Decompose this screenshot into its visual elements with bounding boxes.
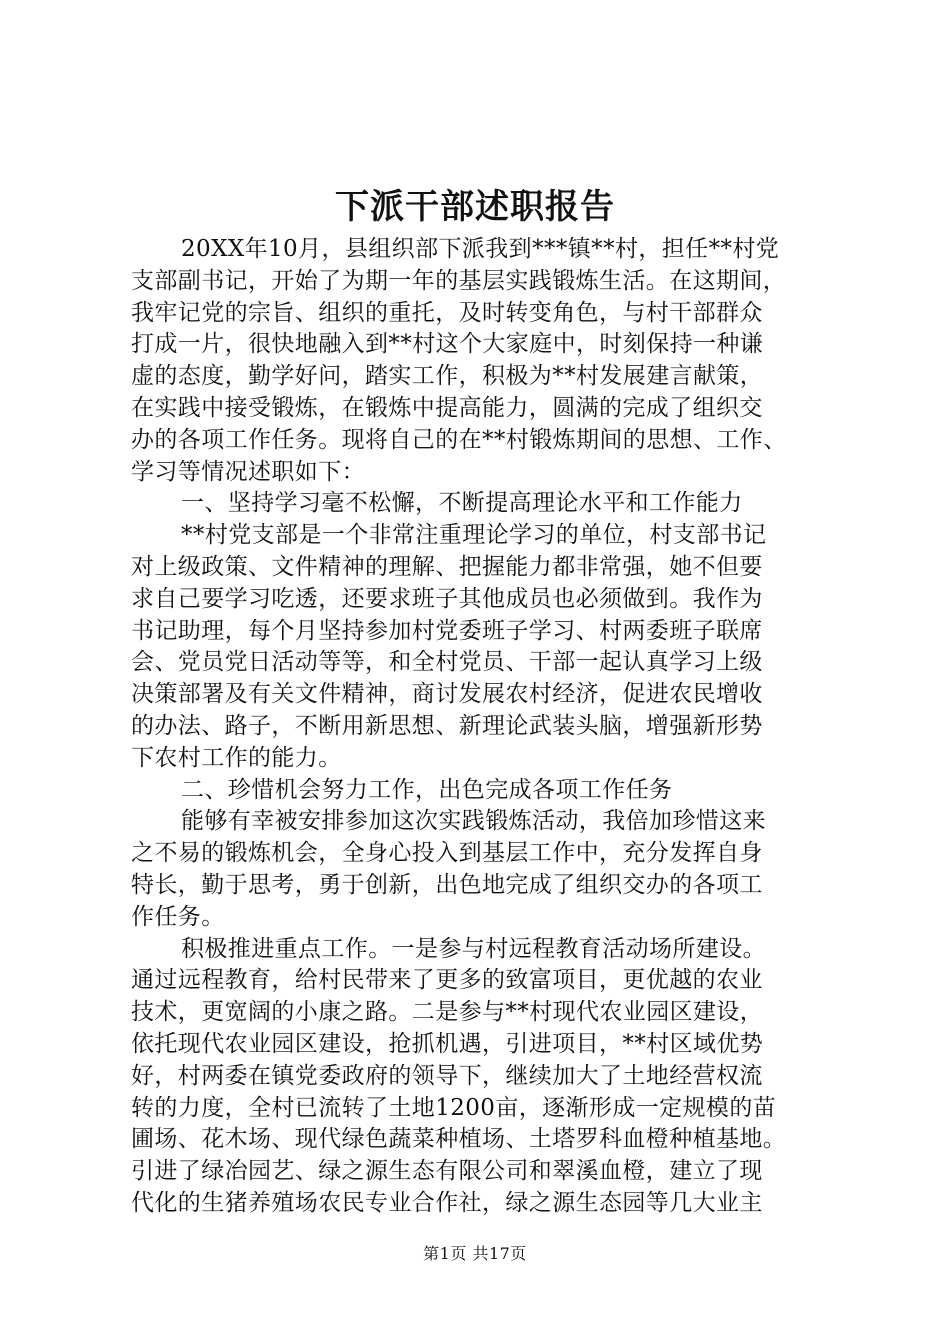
text-line: 积极推进重点工作。一是参与村远程教育活动场所建设。 xyxy=(181,935,766,962)
page-title: 下派干部述职报告 xyxy=(335,187,615,227)
text-line: 特长，勤于思考，勇于创新，出色地完成了组织交办的各项工 xyxy=(131,871,763,898)
text-line: 会、党员党日活动等等，和全村党员、干部一起认真学习上级 xyxy=(131,649,763,676)
text-line: **村党支部是一个非常注重理论学习的单位，村支部书记 xyxy=(181,522,767,549)
text-line: 书记助理，每个月坚持参加村党委班子学习、村两委班子联席 xyxy=(131,617,763,644)
text-line: 在实践中接受锻炼，在锻炼中提高能力，圆满的完成了组织交 xyxy=(131,394,763,421)
text-line: 求自己要学习吃透，还要求班子其他成员也必须做到。我作为 xyxy=(131,585,763,612)
text-line: 通过远程教育，给村民带来了更多的致富项目，更优越的农业 xyxy=(131,967,763,994)
text-line: 引进了绿冶园艺、绿之源生态有限公司和翠溪血橙，建立了现 xyxy=(131,1158,763,1185)
text-line: 打成一片，很快地融入到**村这个大家庭中，时刻保持一种谦 xyxy=(131,331,764,358)
text-line: 依托现代农业园区建设，抢抓机遇，引进项目，**村区域优势 xyxy=(131,1030,764,1057)
text-line: 下农村工作的能力。 xyxy=(131,744,342,771)
text-line: 代化的生猪养殖场农民专业合作社，绿之源生态园等几大业主 xyxy=(131,1189,763,1216)
text-line: 好，村两委在镇党委政府的领导下，继续加大了土地经营权流 xyxy=(131,1062,763,1089)
text-line: 我牢记党的宗旨、组织的重托，及时转变角色，与村干部群众 xyxy=(131,299,763,326)
text-line: 虚的态度，勤学好问，踏实工作，积极为**村发展建言献策， xyxy=(131,363,764,390)
text-line: 支部副书记，开始了为期一年的基层实践锻炼生活。在这期间， xyxy=(131,267,787,294)
document-body xyxy=(131,234,831,1220)
text-line: 20XX年10月，县组织部下派我到***镇**村，担任**村党 xyxy=(181,236,780,262)
text-line: 作任务。 xyxy=(131,903,225,930)
text-line: 二、珍惜机会努力工作，出色完成各项工作任务 xyxy=(181,776,673,803)
text-line: 对上级政策、文件精神的理解、把握能力都非常强，她不但要 xyxy=(131,553,763,580)
text-line: 一、坚持学习毫不松懈，不断提高理论水平和工作能力 xyxy=(181,490,743,517)
text-line: 圃场、花木场、现代绿色蔬菜种植场、土塔罗科血橙种植基地。 xyxy=(131,1126,787,1153)
text-line: 决策部署及有关文件精神，商讨发展农村经济，促进农民增收 xyxy=(131,681,763,708)
text-line: 之不易的锻炼机会，全身心投入到基层工作中，充分发挥自身 xyxy=(131,840,763,867)
page-footer: 第1页 共17页 xyxy=(423,1244,527,1263)
text-line: 的办法、路子，不断用新思想、新理论武装头脑，增强新形势 xyxy=(131,712,763,739)
text-line: 学习等情况述职如下： xyxy=(131,458,365,485)
text-line: 办的各项工作任务。现将自己的在**村锻炼期间的思想、工作、 xyxy=(131,426,787,453)
text-line: 转的力度，全村已流转了土地1200亩，逐渐形成一定规模的苗 xyxy=(131,1094,777,1121)
text-line: 能够有幸被安排参加这次实践锻炼活动，我倍加珍惜这来 xyxy=(181,808,766,835)
text-line: 技术，更宽阔的小康之路。二是参与**村现代农业园区建设， xyxy=(131,999,764,1026)
